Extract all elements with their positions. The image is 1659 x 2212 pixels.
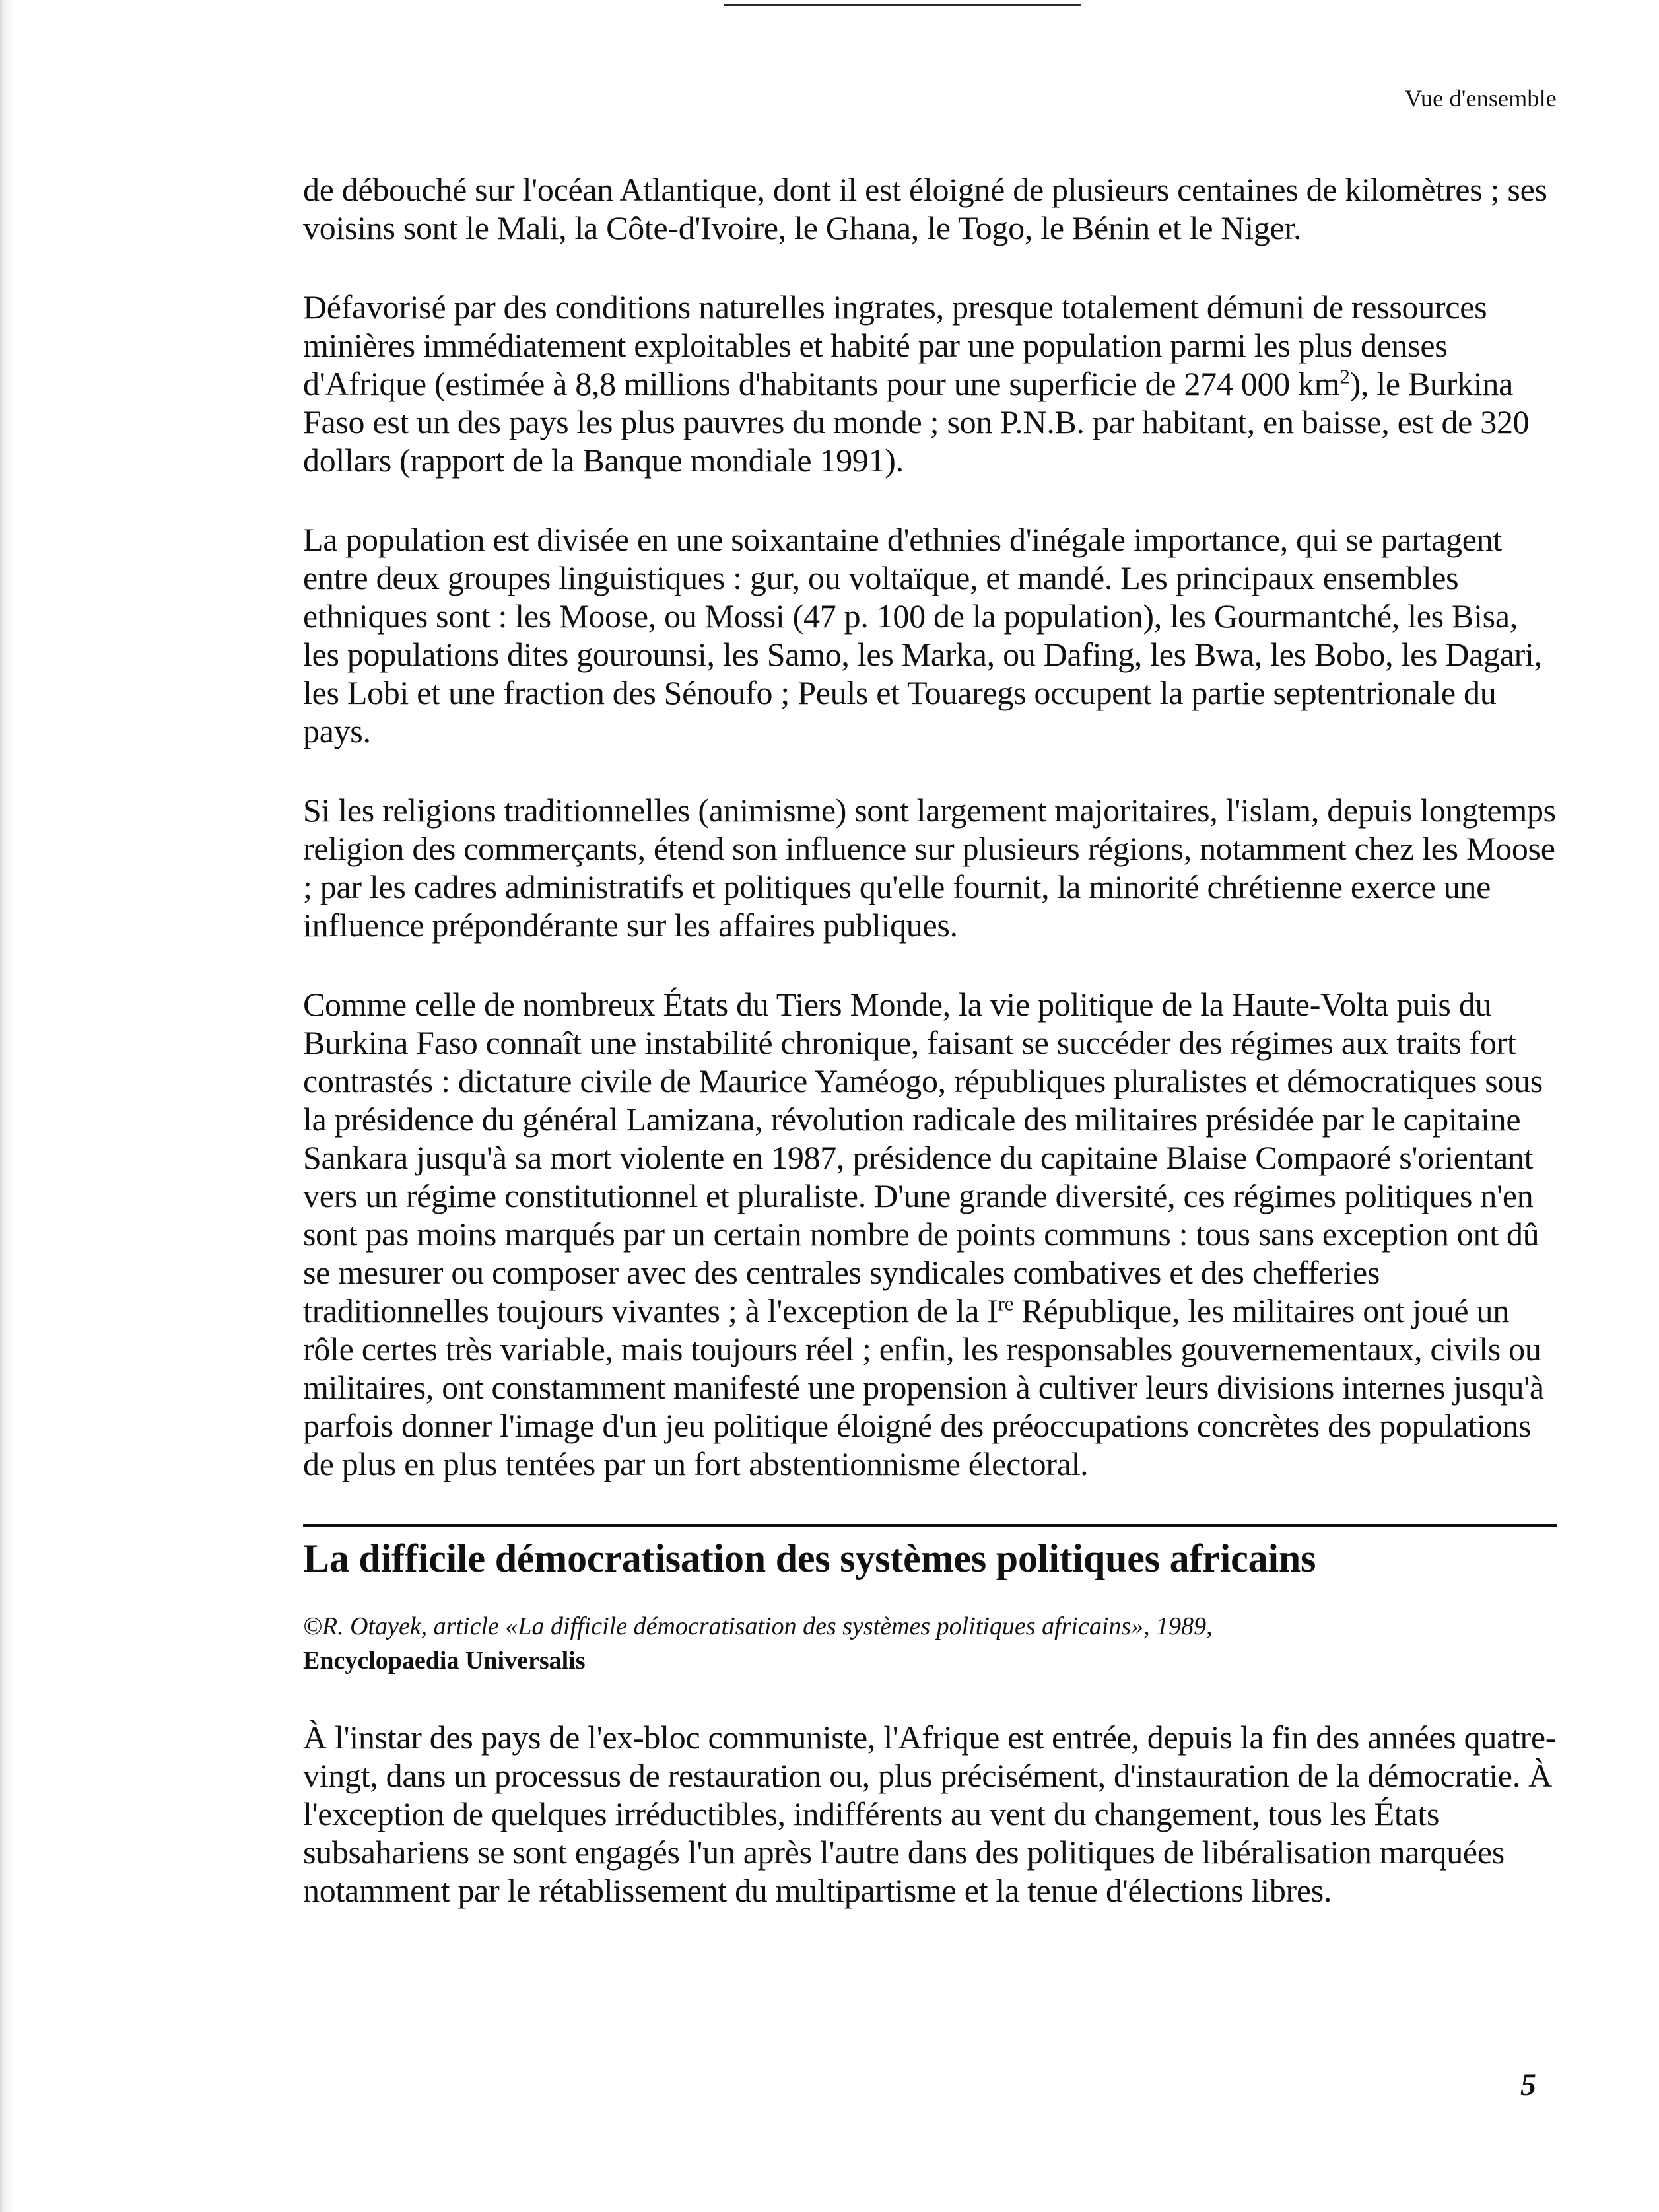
section-title: La difficile démocratisation des systèmes politiques africains [303, 1537, 1316, 1580]
paragraph-political-life-text-2: République, les militaires ont joué un rôle certes très variable, mais toujours réel ; enfin, les responsables gouvernementaux, civils ou militaires, ont constamment manifesté une propension à cultiver leurs divisions internes jusqu'à parfois donner l'image d'un jeu politique éloigné des préoccupations concrètes des populations de plus en plus tentées par un fort abstentionnisme électoral. [303, 1292, 1544, 1482]
paragraph-economy-text-1: Défavorisé par des conditions naturelles ingrates, presque totalement démuni de ressources minières immédiatement exploitables et habité par une population parmi les plus denses d'Afrique (estimée à 8,8 millions d'habitants pour une superficie de 274 000 km [303, 289, 1487, 402]
running-header: Vue d'ensemble [1404, 85, 1557, 112]
paragraph-borders: de débouché sur l'océan Atlantique, dont il est éloigné de plusieurs centaines de kilomètres ; ses voisins sont le Mali, la Côte-d'Ivoire, le Ghana, le Togo, le Bénin et le Niger. [303, 171, 1547, 246]
page-number: 5 [1520, 2067, 1536, 2102]
paragraph-political-life-text-1: Comme celle de nombreux États du Tiers Monde, la vie politique de la Haute-Volta puis du Burkina Faso connaît une instabilité chronique, faisant se succéder des régimes aux traits fort contrastés : dictature civile de Maurice Yaméogo, républiques pluralistes et démocratiques sous la présidence du général Lamizana, révolution radicale des militaires présidée par le capitaine Sankara jusqu'à sa mort violente en 1987, présidence du capitaine Blaise Compaoré s'orientant vers un régime constitutionnel et pluraliste. D'une grande diversité, ces régimes politiques n'en sont pas moins marqués par un certain nombre de points communs : tous sans exception ont dû se mesurer ou composer avec des centrales syndicales combatives et des chefferies traditionnelles toujours vivantes ; à l'exception de la I [303, 986, 1543, 1329]
page-body [303, 170, 1557, 1951]
paragraph-political-life [303, 985, 1557, 1483]
section-divider [303, 1524, 1557, 1527]
scan-edge-shadow [0, 0, 15, 2212]
superscript-squared: 2 [1339, 364, 1350, 388]
source-publication: Encyclopaedia Universalis [303, 1647, 586, 1675]
paragraph-population: La population est divisée en une soixantaine d'ethnies d'inégale importance, qui se partagent entre deux groupes linguistiques : gur, ou voltaïque, et mandé. Les principaux ensembles ethniques sont : les Moose, ou Mossi (47 p. 100 de la population), les Gourmantché, les Bisa, les populations dites gourounsi, les Samo, les Marka, ou Dafing, les Bwa, les Bobo, les Dagari, les Lobi et une fraction des Sénoufo ; Peuls et Touaregs occupent la partie septentrionale du pays. [303, 521, 1542, 749]
source-citation: ©R. Otayek, article «La difficile démocratisation des systèmes politiques africains», 1989, [303, 1612, 1213, 1640]
paragraph-religions: Si les religions traditionnelles (animisme) sont largement majoritaires, l'islam, depuis longtemps religion des commerçants, étend son influence sur plusieurs régions, notamment chez les Moose ; par les cadres administratifs et politiques qu'elle fournit, la minorité chrétienne exerce une influence prépondérante sur les affaires publiques. [303, 792, 1556, 944]
top-rule [724, 4, 1081, 6]
paragraph-economy-text-2: ), le Burkina Faso est un des pays les plus pauvres du monde ; son P.N.B. par habitant, en baisse, est de 320 dollars (rapport de la Banque mondiale 1991). [303, 365, 1530, 479]
paragraph-economy [303, 288, 1557, 479]
section-source [303, 1609, 1557, 1678]
paragraph-democratisation: À l'instar des pays de l'ex-bloc communiste, l'Afrique est entrée, depuis la fin des années quatre-vingt, dans un processus de restauration ou, plus précisément, d'instauration de la démocratie. À l'exception de quelques irréductibles, indifférents au vent du changement, tous les États subsahariens se sont engagés l'un après l'autre dans des politiques de libéralisation marquées notamment par le rétablissement du multipartisme et la tenue d'élections libres. [303, 1718, 1557, 1909]
superscript-ordinal: re [998, 1292, 1014, 1315]
